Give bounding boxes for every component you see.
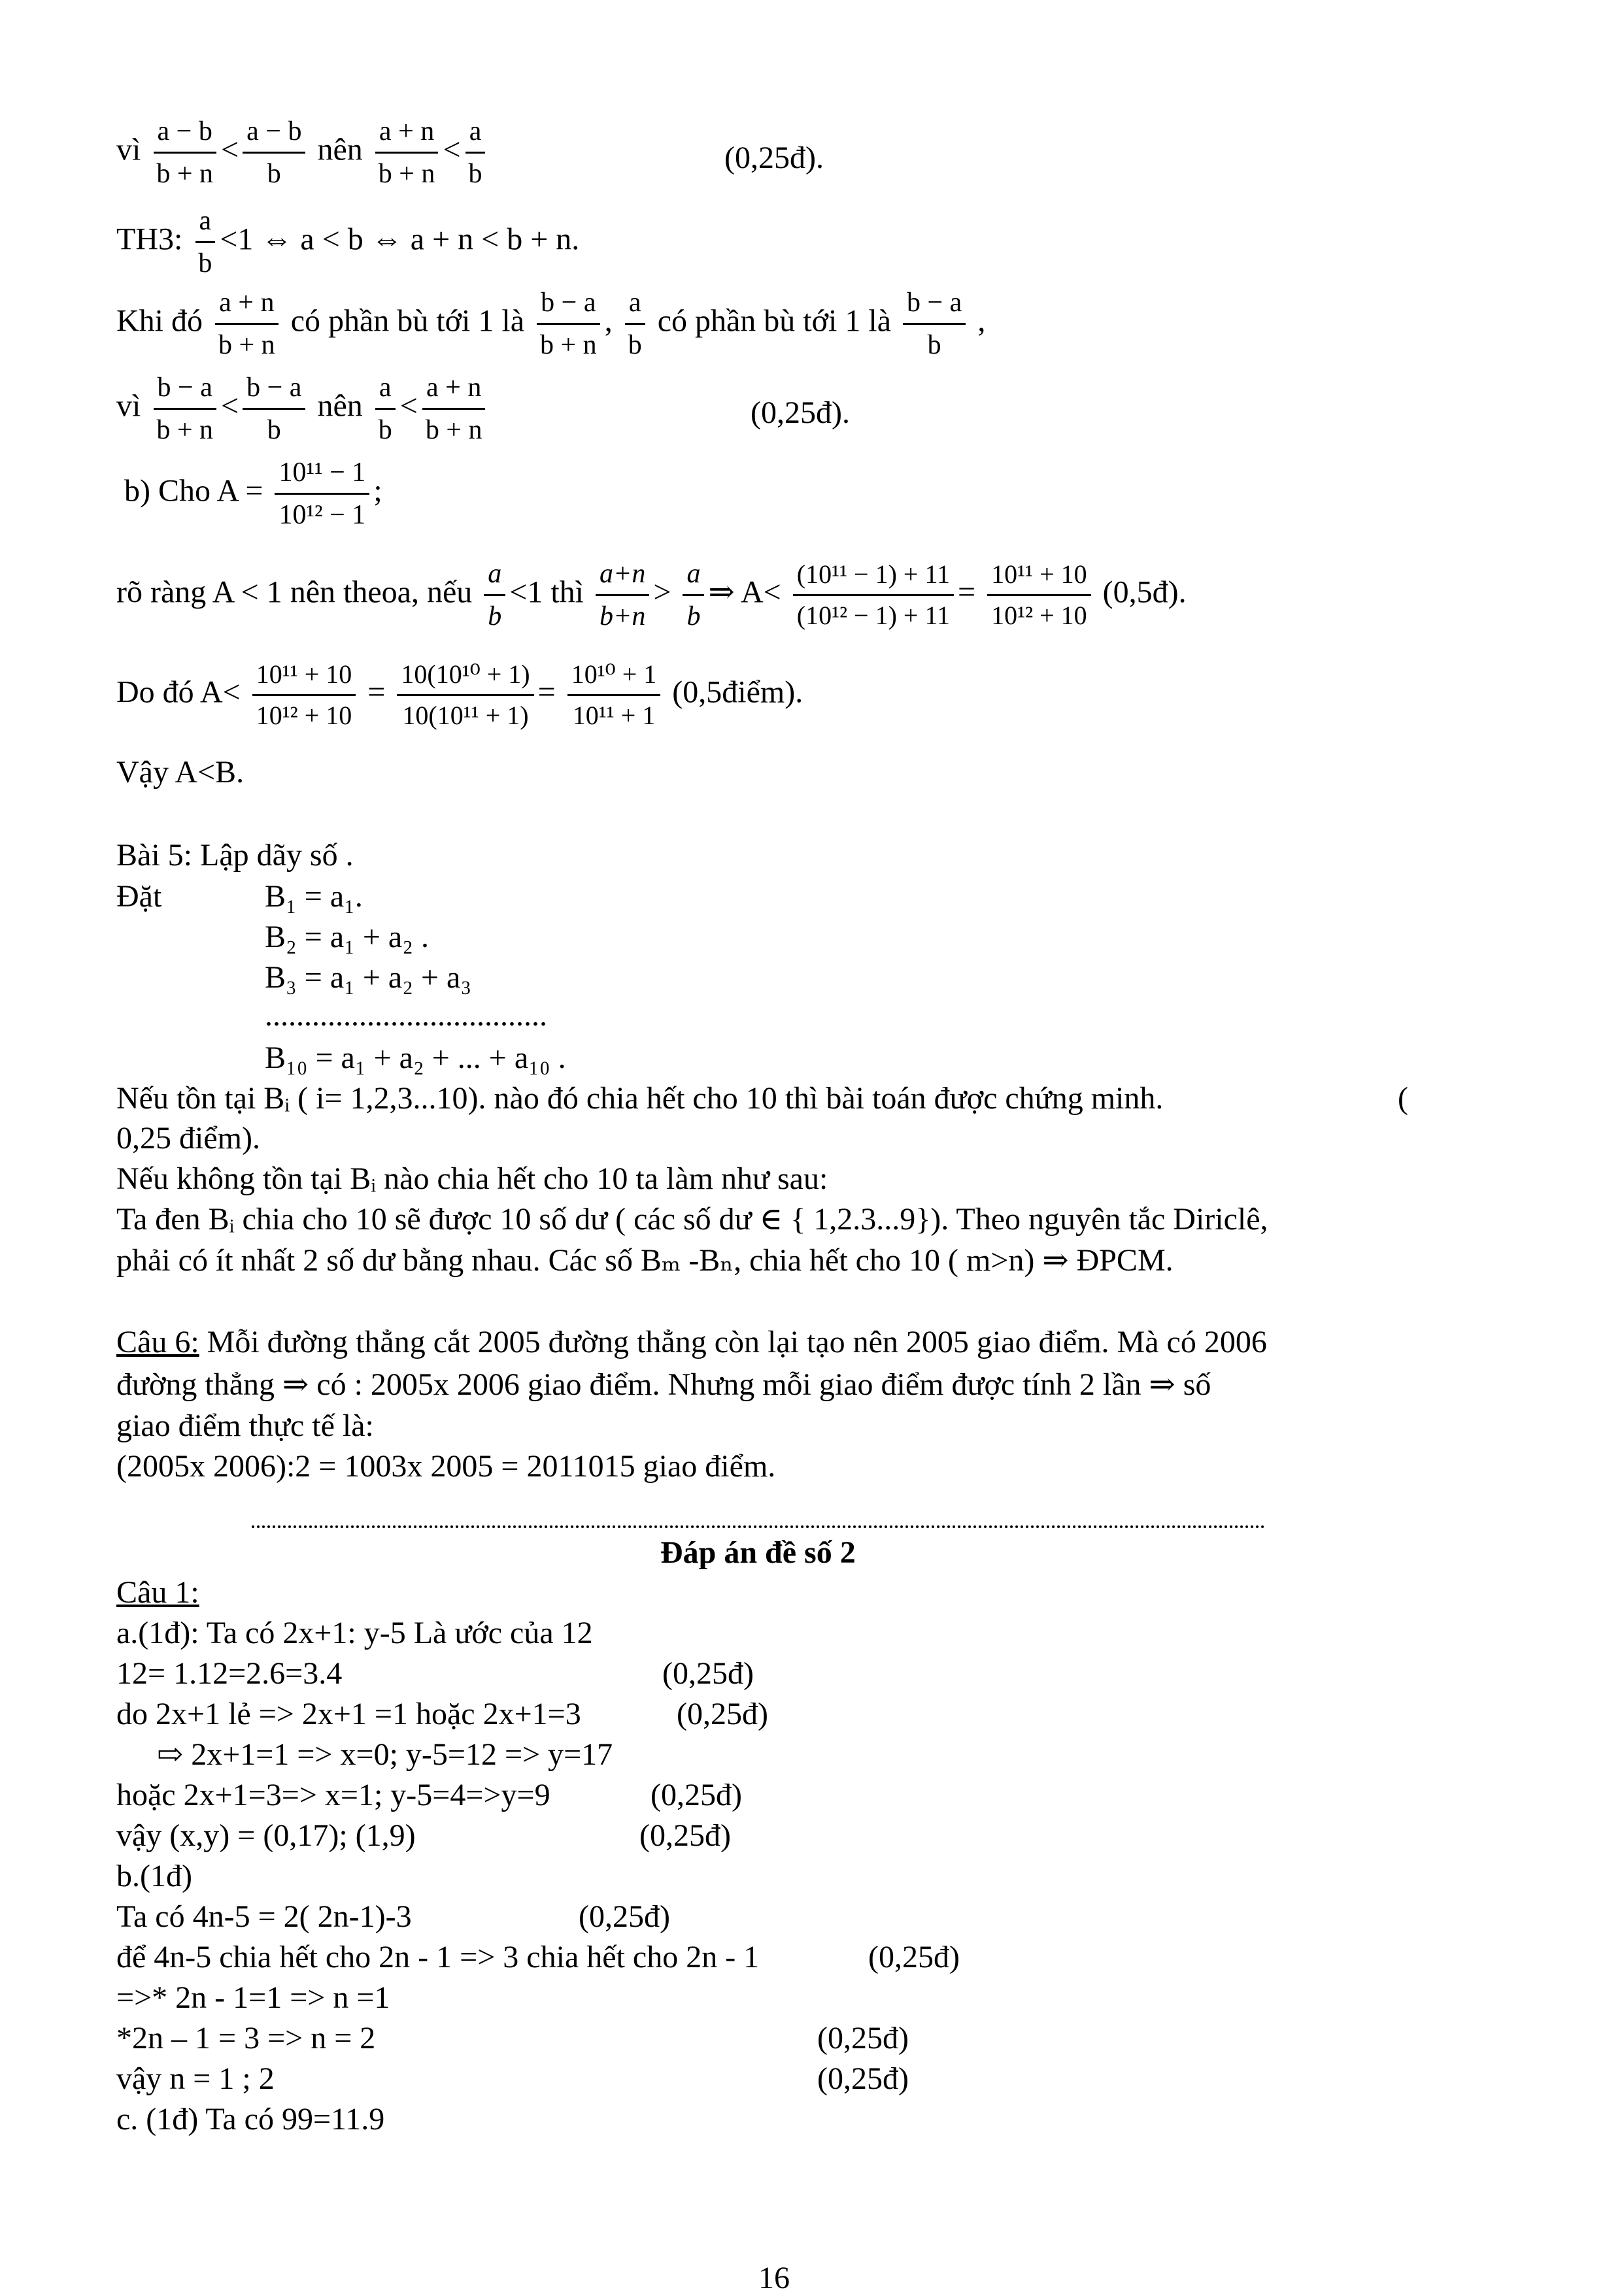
- line-do-do: Do đó A< $\frac{\text{10¹¹ + 10}}{\text{10¹² + 10}}$ = $\frac{\text{10(10¹⁰ + 1)}}{\text{10(10¹¹ + 1)}}$ = $\frac{\text{10¹⁰ + 1}}{\text{10¹¹ + 1}}$ (0,5điểm).: [116, 659, 803, 730]
- text: vì: [116, 132, 141, 167]
- fraction: $\frac{a}{b}$: [465, 116, 486, 189]
- de2-line: do 2x+1 lẻ => 2x+1 =1 hoặc 2x+1=3: [116, 1697, 581, 1731]
- line-ro-rang: rõ ràng A < 1 nên theoa, nếu $\frac{a}{b}$ <1 thì $\frac{a+n}{b+n}$ > $\frac{a}{b}$ ⇒ A< $\frac{\text{(10¹¹ − 1) + 11}}{\text{(10¹² − 1) + 11}}$ = $\frac{\text{10¹¹ + 10}}{\text{10¹² + 10}}$ (0,5đ).: [116, 559, 1187, 631]
- de2-line: ⇨ 2x+1=1 => x=0; y-5=12 => y=17: [157, 1737, 613, 1772]
- fraction: $\frac{a + n}{b + n}$: [214, 288, 279, 360]
- cau6-line-2: đường thẳng ⇒ có : 2005x 2006 giao điểm. Nhưng mỗi giao điểm được tính 2 lần ⇒ số: [116, 1367, 1211, 1402]
- fraction: $\frac{a + n}{b + n}$: [422, 373, 486, 445]
- de2-line: vậy n = 1 ; 2: [116, 2061, 275, 2096]
- de2-line: 12= 1.12=2.6=3.4: [116, 1656, 343, 1691]
- fraction: $\frac{a}{b}$: [194, 206, 216, 278]
- de2-line: *2n – 1 = 3 => n = 2: [116, 2021, 376, 2055]
- bai5-p1-paren: (: [1398, 1081, 1408, 1116]
- cau6-label: Câu 6:: [116, 1325, 199, 1359]
- de2-score: (0,25đ): [868, 1940, 960, 1974]
- de2-score: (0,25đ): [677, 1697, 768, 1731]
- dotted-divider: [252, 1525, 1265, 1528]
- bai5-line: B₂ = a₁ + a₂ .: [265, 920, 429, 954]
- bai5-dat: Đặt: [116, 879, 162, 914]
- fraction: $\frac{a}{b}$: [375, 373, 396, 445]
- page-number: 16: [758, 2261, 790, 2295]
- de2-score: (0,25đ): [650, 1778, 742, 1812]
- fraction: $\frac{a}{b}$: [624, 288, 646, 360]
- de2-line: để 4n-5 chia hết cho 2n - 1 => 3 chia hết cho 2n - 1: [116, 1940, 760, 1974]
- fraction: $\frac{\text{10¹¹ + 10}}{\text{10¹² + 10}}$: [987, 560, 1091, 630]
- fraction: $\frac{b - a}{b}$: [243, 373, 305, 445]
- fraction: $\frac{a - b}{b}$: [243, 116, 305, 189]
- de2-line: Ta có 4n-5 = 2( 2n-1)-3: [116, 1899, 412, 1934]
- bai5-p1b: 0,25 điểm).: [116, 1121, 260, 1156]
- de2-line: hoặc 2x+1=3=> x=1; y-5=4=>y=9: [116, 1778, 550, 1812]
- line-th3: TH3: $\frac{a}{b}$ <1 ⇔ a < b ⇔ a + n < b + n.: [116, 206, 580, 278]
- bai5-line: ....................................: [265, 998, 547, 1033]
- score: (0,25đ).: [724, 141, 824, 175]
- de2-score: (0,25đ): [639, 1818, 731, 1853]
- fraction: $\frac{b - a}{b + n}$: [152, 373, 217, 445]
- fraction: $\frac{b - a}{b}$: [903, 288, 966, 360]
- de2-score: (0,25đ): [579, 1899, 670, 1934]
- fraction: $\frac{\text{10(10¹⁰ + 1)}}{\text{10(10¹¹ + 1)}}$: [397, 660, 533, 730]
- de2-score: (0,25đ): [817, 2061, 909, 2096]
- de2-line: c. (1đ) Ta có 99=11.9: [116, 2102, 385, 2137]
- de2-line: a.(1đ): Ta có 2x+1: y-5 Là ước của 12: [116, 1616, 593, 1650]
- fraction: $\frac{a + n}{b + n}$: [375, 116, 439, 189]
- bai5-p3: Ta đen Bᵢ chia cho 10 sẽ được 10 số dư ( các số dư ∈ { 1,2.3...9}). Theo nguyên tắc Diriclê,: [116, 1202, 1268, 1237]
- fraction: $\frac{b - a}{b + n}$: [536, 288, 601, 360]
- bai5-line: B₁ = a₁.: [265, 879, 363, 914]
- line-khi-do: Khi đó $\frac{a + n}{b + n}$ có phần bù tới 1 là $\frac{b - a}{b + n}$ , $\frac{a}{b}$ có phần bù tới 1 là $\frac{b - a}{b}$ ,: [116, 288, 986, 360]
- fraction: $\frac{\text{(10¹¹ − 1) + 11}}{\text{(10¹² − 1) + 11}}$: [793, 560, 954, 630]
- line-vi-1: vì $\frac{a - b}{b + n}$ < $\frac{a - b}{b}$ nên $\frac{a + n}{b + n}$ < $\frac{a}{b}$: [116, 116, 490, 189]
- cau6-line-4: (2005x 2006):2 = 1003x 2005 = 2011015 giao điểm.: [116, 1449, 776, 1484]
- score: (0,25đ).: [751, 395, 850, 430]
- line-cho-a: b) Cho A = $\frac{\text{10¹¹ − 1}}{\text{10¹² − 1}}$ ;: [124, 458, 382, 530]
- fraction: $\frac{\text{10¹⁰ + 1}}{\text{10¹¹ + 1}}$: [567, 660, 661, 730]
- fraction: $\frac{a+n}{b+n}$: [596, 559, 649, 631]
- line-vi-2: vì $\frac{b - a}{b + n}$ < $\frac{b - a}{b}$ nên $\frac{a}{b}$ < $\frac{a + n}{b + n}$: [116, 373, 490, 445]
- bai5-p2: Nếu không tồn tại Bᵢ nào chia hết cho 10 ta làm như sau:: [116, 1161, 828, 1196]
- fraction: $\frac{\text{10¹¹ + 10}}{\text{10¹² + 10}}$: [252, 660, 356, 730]
- cau6-line-3: giao điểm thực tế là:: [116, 1408, 374, 1443]
- cau6-line-1: Câu 6: Mỗi đường thẳng cắt 2005 đường thẳng còn lại tạo nên 2005 giao điểm. Mà có 2006: [116, 1325, 1267, 1359]
- fraction: $\frac{\text{10¹¹ − 1}}{\text{10¹² − 1}}$: [275, 458, 369, 530]
- de2-cau1: Câu 1:: [116, 1575, 199, 1610]
- de2-line: =>* 2n - 1=1 => n =1: [116, 1980, 390, 2015]
- de2-line: vậy (x,y) = (0,17); (1,9): [116, 1818, 416, 1853]
- de2-line: b.(1đ): [116, 1859, 192, 1893]
- de2-score: (0,25đ): [817, 2021, 909, 2055]
- bai5-line: B₁₀ = a₁ + a₂ + ... + a₁₀ .: [265, 1040, 566, 1075]
- de2-title: Đáp án đề số 2: [660, 1535, 856, 1570]
- bai5-line: B₃ = a₁ + a₂ + a₃: [265, 960, 472, 995]
- fraction: $\frac{a}{b}$: [484, 559, 505, 631]
- bai5-p4: phải có ít nhất 2 số dư bằng nhau. Các số Bₘ -Bₙ, chia hết cho 10 ( m>n) ⇒ ĐPCM.: [116, 1243, 1174, 1278]
- de2-score: (0,25đ): [662, 1656, 754, 1691]
- vay-text: Vậy A<B.: [116, 755, 245, 790]
- fraction: $\frac{a - b}{b + n}$: [152, 116, 217, 189]
- bai5-p1: Nếu tồn tại Bᵢ ( i= 1,2,3...10). nào đó chia hết cho 10 thì bài toán được chứng minh.: [116, 1081, 1164, 1116]
- fraction: $\frac{a}{b}$: [683, 559, 704, 631]
- bai5-title: Bài 5: Lập dãy số .: [116, 838, 354, 873]
